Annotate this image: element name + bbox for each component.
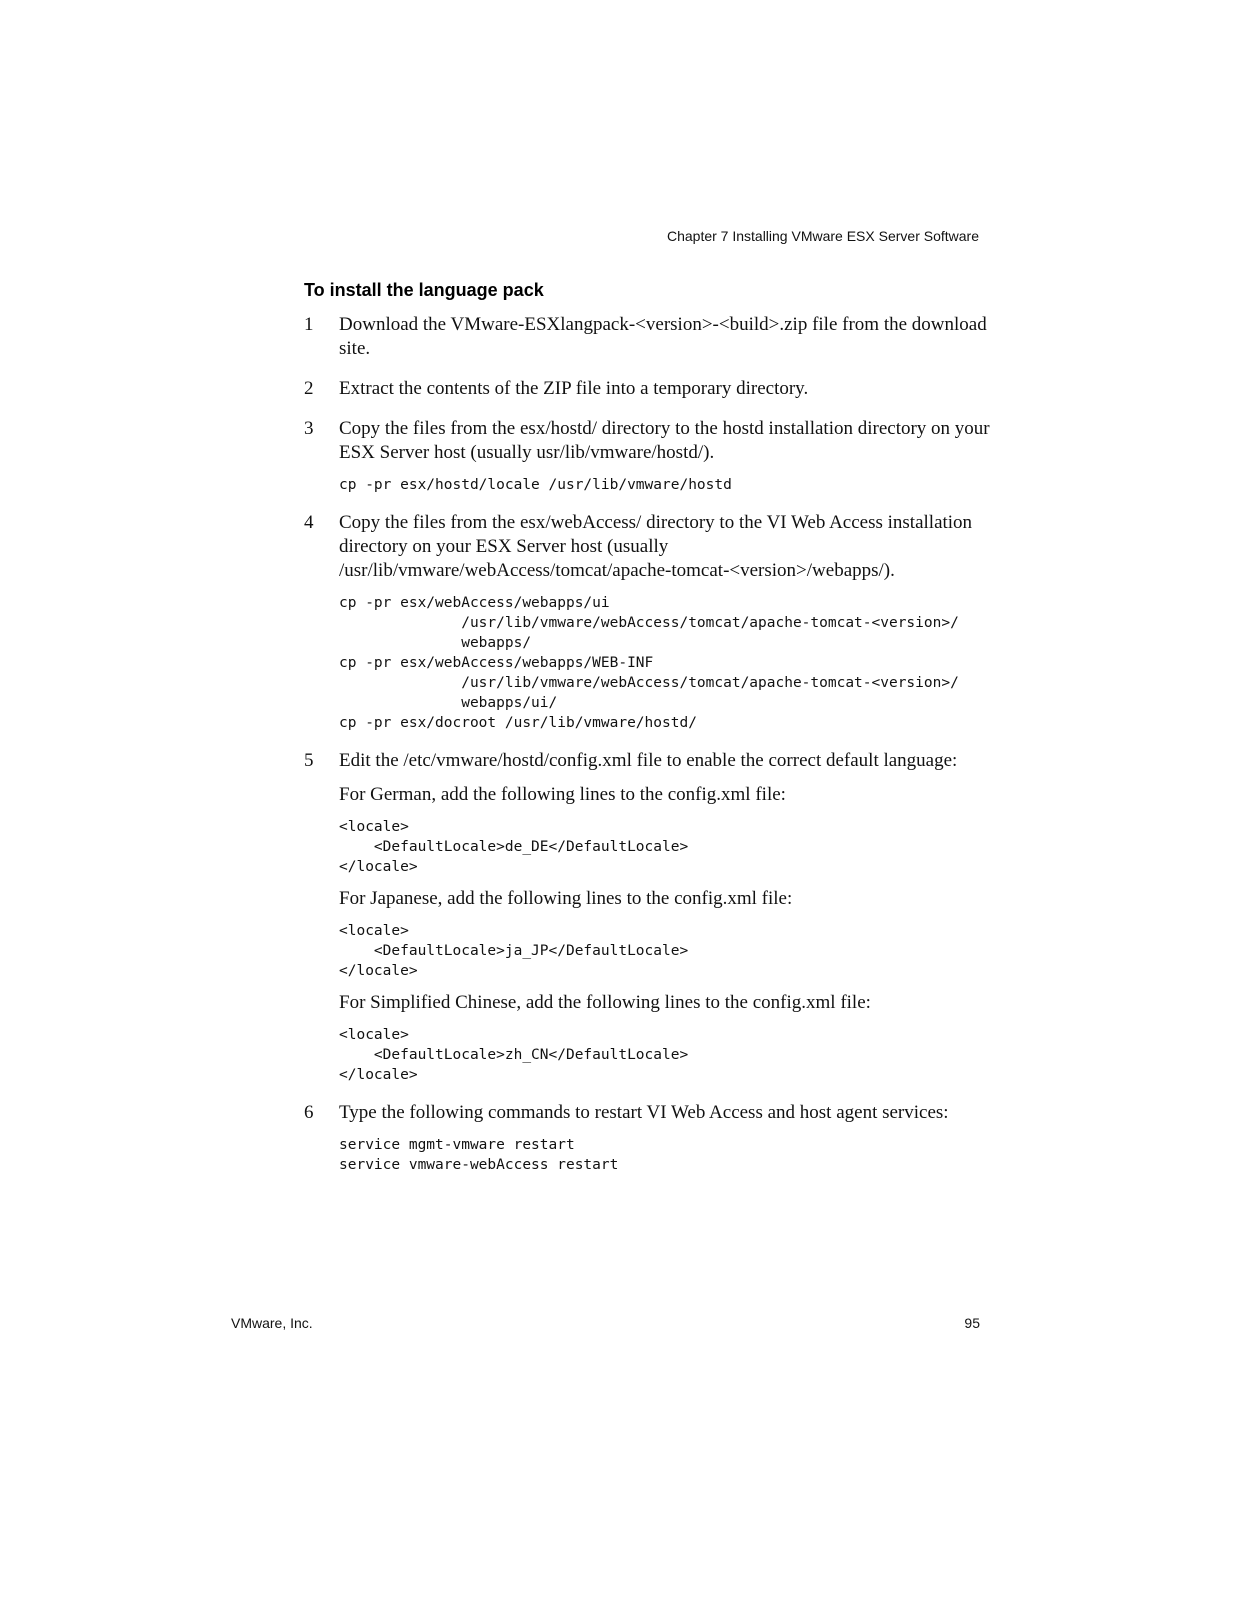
step-text: Type the following commands to restart VI Web Access and host agent services: <box>339 1102 949 1123</box>
japanese-instruction: For Japanese, add the following lines to the config.xml file: <box>339 888 793 909</box>
step-text: Extract the contents of the ZIP file into a temporary directory. <box>339 378 809 399</box>
step-6 <box>304 1101 994 1175</box>
running-head: Chapter 7 Installing VMware ESX Server Software <box>666 228 979 244</box>
footer-company: VMware, Inc. <box>231 1315 313 1331</box>
step-5 <box>304 749 994 1085</box>
step-number: 1 <box>304 314 314 335</box>
german-instruction: For German, add the following lines to the config.xml file: <box>339 784 786 805</box>
step-text: Download the VMware-ESXlangpack-<version>-<build>.zip file from the download site. <box>339 314 987 359</box>
step-3 <box>304 417 994 495</box>
chinese-instruction: For Simplified Chinese, add the following lines to the config.xml file: <box>339 992 871 1013</box>
step-number: 6 <box>304 1102 314 1123</box>
step-number: 3 <box>304 418 314 439</box>
step-text: Copy the files from the esx/webAccess/ directory to the VI Web Access installation directory on your ESX Server host (usually /usr/lib/vmware/webAccess/tomcat/apache-tomcat-<version>/webapps/). <box>339 512 973 581</box>
page-number: 95 <box>964 1315 980 1331</box>
code-block: cp -pr esx/hostd/locale /usr/lib/vmware/hostd <box>339 477 732 493</box>
step-2 <box>304 377 994 401</box>
code-block-chinese: <locale> <DefaultLocale>zh_CN</DefaultLocale> </locale> <box>339 1027 689 1083</box>
step-1 <box>304 313 994 361</box>
code-block: cp -pr esx/webAccess/webapps/ui /usr/lib/vmware/webAccess/tomcat/apache-tomcat-<version>/ webapps/ cp -pr esx/webAccess/webapps/WEB-INF /usr/lib/vmware/webAccess/tomcat/apache-tomcat-<version>/ webapps/ui/ cp -pr esx/docroot /usr/lib/vmware/hostd/ <box>339 595 959 731</box>
step-text: Edit the /etc/vmware/hostd/config.xml file to enable the correct default language: <box>339 750 958 771</box>
step-4 <box>304 511 994 733</box>
step-number: 5 <box>304 750 314 771</box>
procedure-steps <box>304 313 994 1191</box>
step-number: 4 <box>304 512 314 533</box>
step-text: Copy the files from the esx/hostd/ directory to the hostd installation directory on your ESX Server host (usually usr/lib/vmware/hostd/). <box>339 418 990 463</box>
procedure-heading: To install the language pack <box>304 280 544 300</box>
code-block-japanese: <locale> <DefaultLocale>ja_JP</DefaultLocale> </locale> <box>339 923 689 979</box>
step-number: 2 <box>304 378 314 399</box>
code-block: service mgmt-vmware restart service vmware-webAccess restart <box>339 1137 619 1173</box>
code-block-german: <locale> <DefaultLocale>de_DE</DefaultLocale> </locale> <box>339 819 689 875</box>
